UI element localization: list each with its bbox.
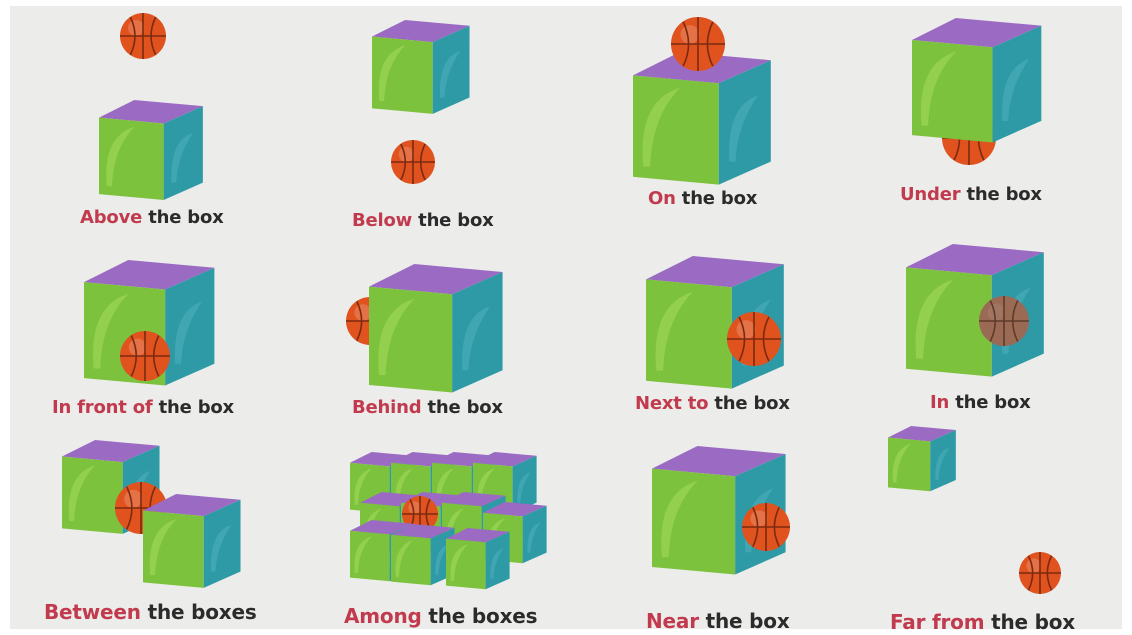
ball-shine bbox=[354, 304, 371, 321]
keyword-near: Near bbox=[646, 609, 699, 633]
keyword-next-to: Next to bbox=[635, 393, 709, 414]
ball-on bbox=[671, 17, 725, 71]
ball-shine bbox=[680, 25, 699, 44]
keyword-under: Under bbox=[900, 184, 961, 205]
caption-rest-below: the box bbox=[412, 210, 494, 231]
ball-shine bbox=[750, 510, 767, 527]
caption-behind bbox=[352, 397, 503, 418]
caption-below bbox=[352, 210, 494, 231]
ball-shine bbox=[988, 304, 1006, 322]
caption-between bbox=[44, 600, 257, 624]
cube-far-from bbox=[888, 426, 956, 491]
caption-rest-in: the box bbox=[949, 392, 1031, 413]
cube-among-10 bbox=[391, 524, 455, 585]
cube-on bbox=[633, 52, 771, 185]
keyword-in: In bbox=[930, 392, 950, 413]
keyword-behind: Behind bbox=[352, 397, 422, 418]
keyword-in-front-of: In front of bbox=[52, 397, 153, 418]
ball-shine bbox=[129, 339, 147, 357]
ball-above bbox=[120, 13, 166, 59]
keyword-between: Between bbox=[44, 600, 141, 624]
ball-shine bbox=[408, 501, 421, 514]
caption-rest-above: the box bbox=[142, 207, 224, 228]
keyword-below: Below bbox=[352, 210, 413, 231]
ball-next-to bbox=[727, 312, 781, 366]
ball-in-front-of bbox=[120, 331, 170, 381]
caption-rest-under: the box bbox=[960, 184, 1042, 205]
caption-rest-in-front-of: the box bbox=[152, 397, 234, 418]
keyword-on: On bbox=[648, 188, 676, 209]
caption-rest-on: the box bbox=[675, 188, 758, 209]
caption-rest-behind: the box bbox=[421, 397, 503, 418]
caption-rest-far-from: the box bbox=[984, 610, 1076, 634]
ball-shine bbox=[399, 147, 414, 162]
ball-below bbox=[391, 140, 435, 184]
cube-under bbox=[912, 18, 1041, 142]
caption-rest-between: the boxes bbox=[140, 600, 257, 624]
ball-far-from bbox=[1019, 552, 1061, 594]
keyword-above: Above bbox=[80, 207, 143, 228]
cube-behind bbox=[369, 264, 503, 393]
ball-shine bbox=[736, 320, 755, 339]
caption-under bbox=[900, 184, 1042, 205]
cube-among-11 bbox=[446, 528, 510, 589]
caption-rest-next-to: the box bbox=[708, 393, 790, 414]
ball-shine bbox=[128, 20, 144, 36]
caption-far-from bbox=[890, 610, 1075, 634]
caption-in-front-of bbox=[52, 397, 234, 418]
keyword-far-from: Far from bbox=[890, 610, 985, 634]
caption-on bbox=[648, 188, 757, 209]
keyword-among: Among bbox=[344, 604, 422, 628]
caption-above bbox=[80, 207, 224, 228]
cube-between-right bbox=[143, 494, 241, 588]
ball-shine bbox=[124, 490, 142, 508]
ball-shine bbox=[1026, 558, 1041, 573]
caption-in bbox=[930, 392, 1031, 413]
caption-among bbox=[344, 604, 537, 628]
caption-rest-near: the box bbox=[698, 609, 790, 633]
cube-below bbox=[372, 20, 470, 114]
caption-next-to bbox=[635, 393, 790, 414]
cube-above bbox=[99, 100, 203, 200]
caption-rest-among: the boxes bbox=[421, 604, 538, 628]
ball-near bbox=[742, 503, 790, 551]
ball-in bbox=[979, 296, 1029, 346]
caption-near bbox=[646, 609, 790, 633]
